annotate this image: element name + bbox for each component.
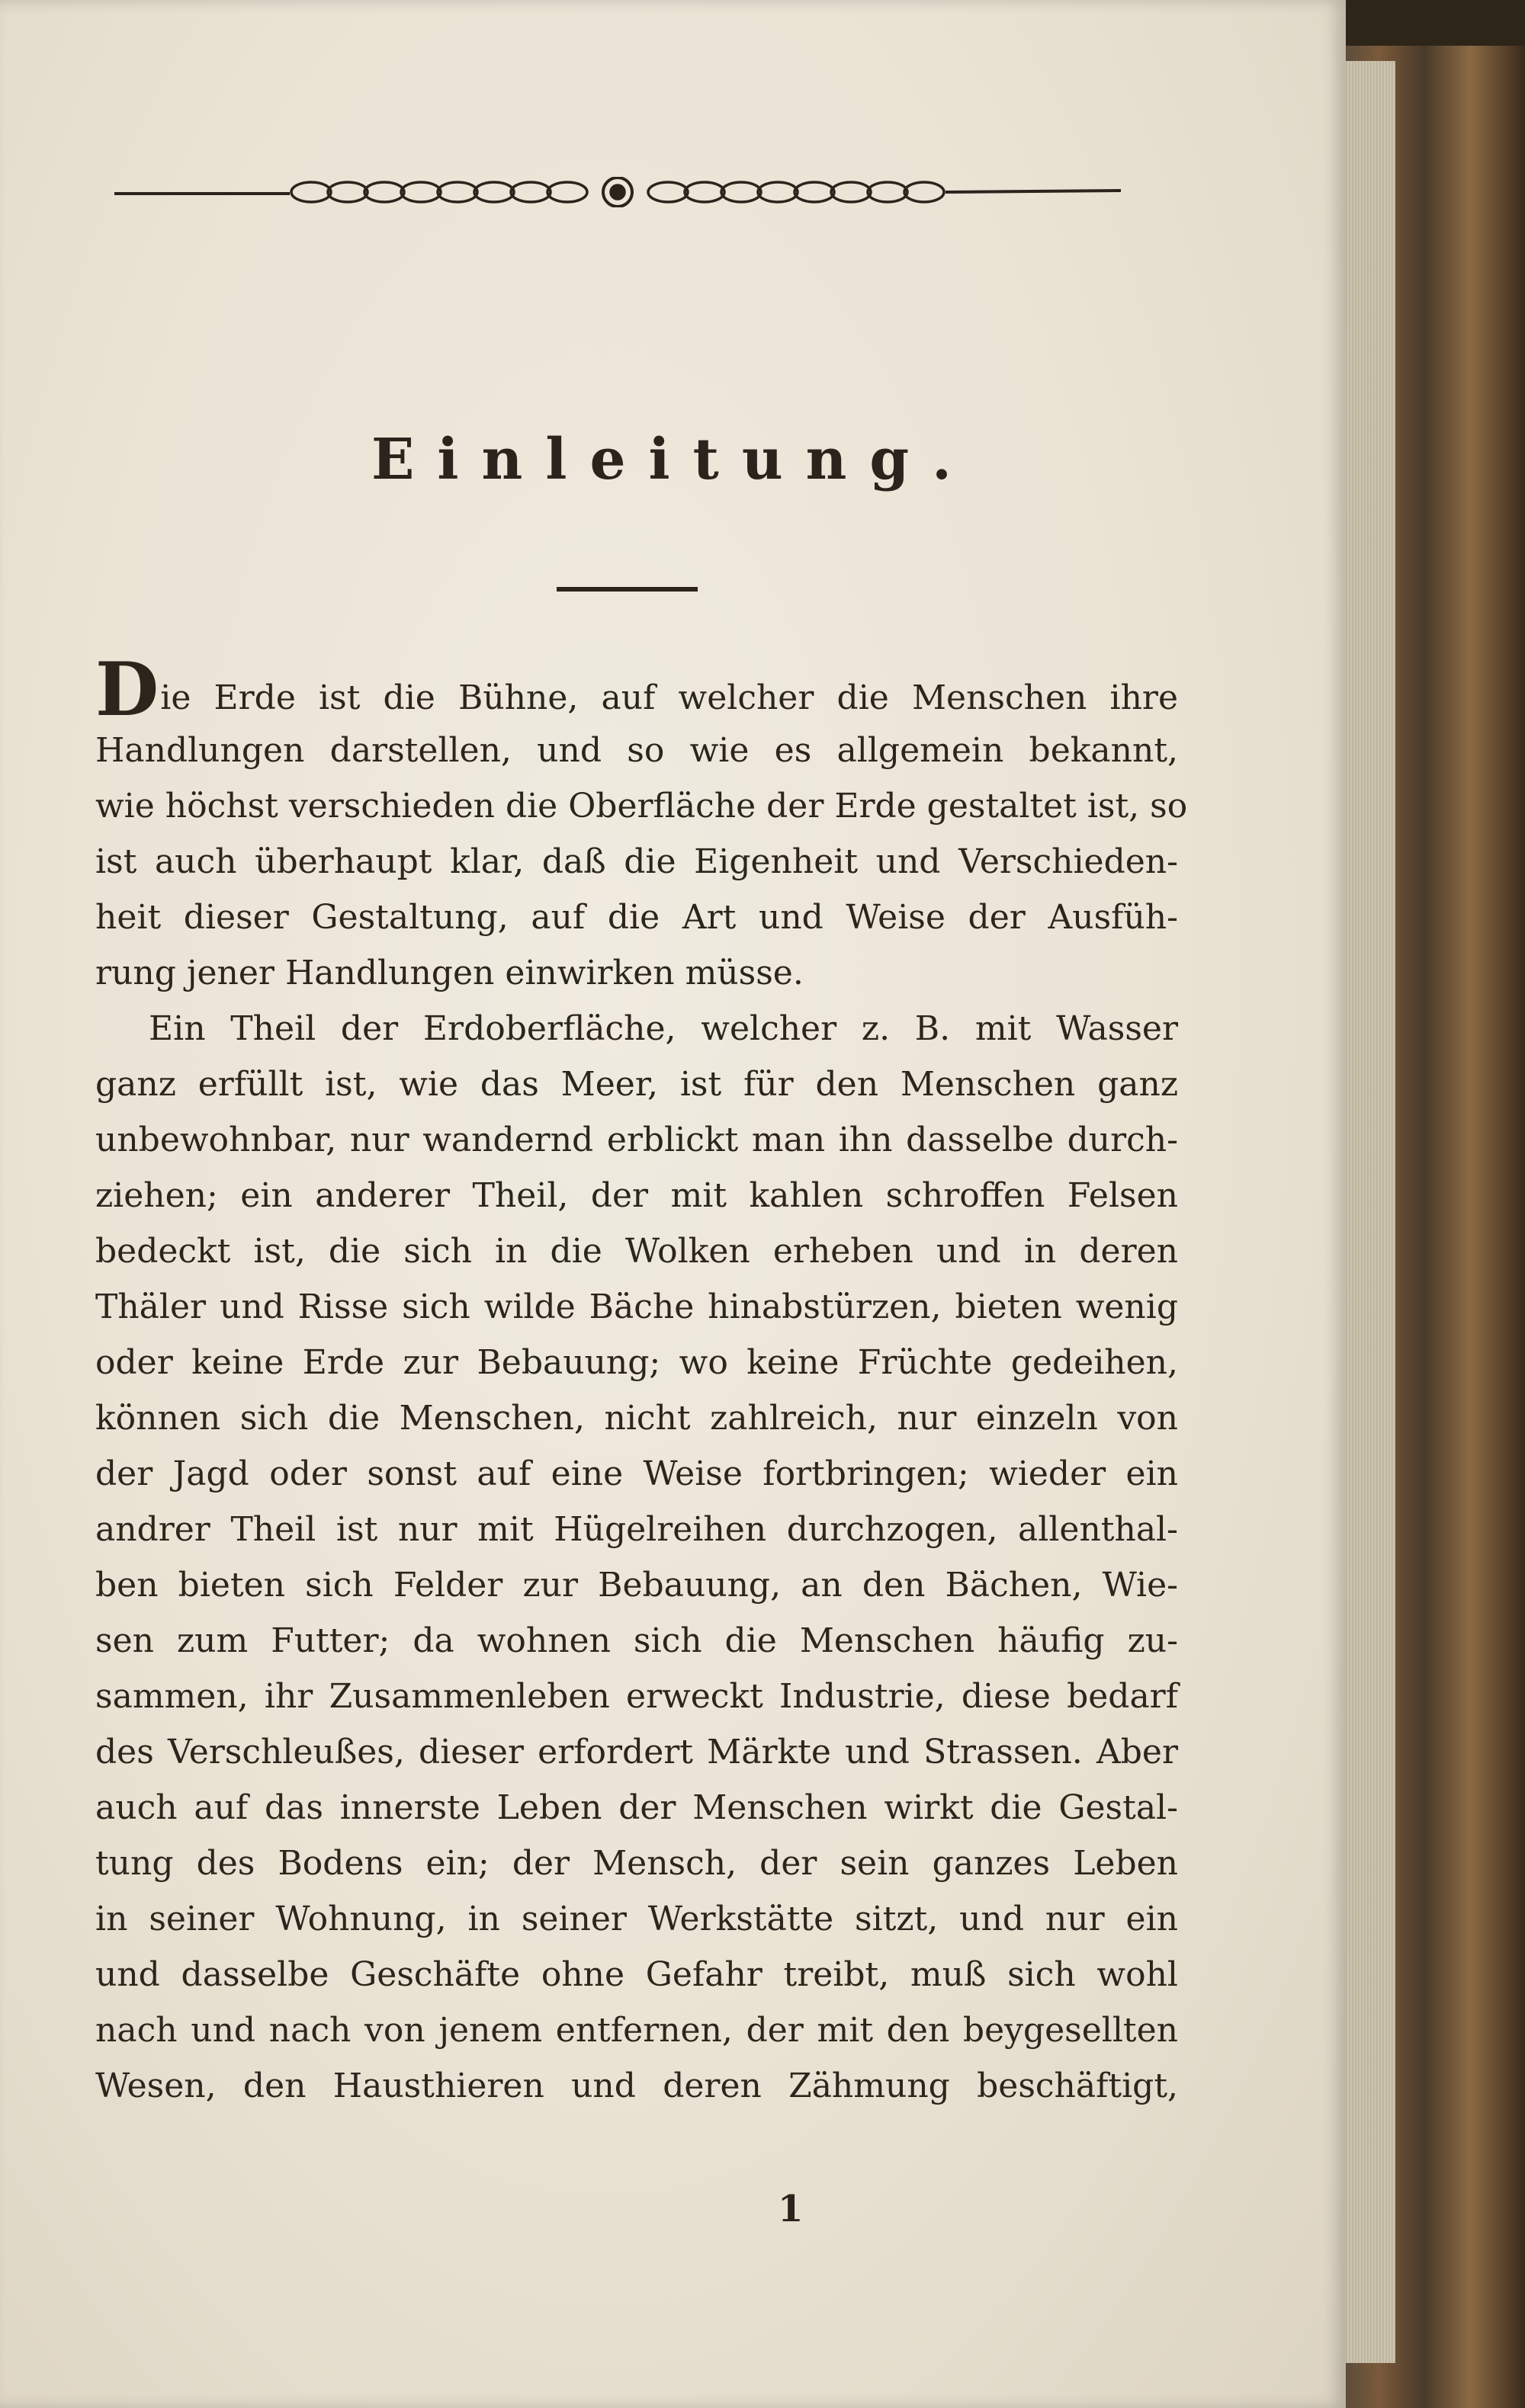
text-line: Die Erde ist die Bühne, auf welcher die Menschen ihre bbox=[95, 646, 1178, 733]
text-line: bedeckt ist, die sich in die Wolken erheben und in deren bbox=[95, 1232, 1178, 1271]
chapter-title: Einleitung. bbox=[371, 427, 974, 492]
text-line: des Verschleußes, dieser erfordert Märkte und Strassen. Aber bbox=[95, 1733, 1178, 1772]
text-line: sammen, ihr Zusammenleben erweckt Industrie, diese bedarf bbox=[95, 1677, 1178, 1716]
text-line: ben bieten sich Felder zur Bebauung, an den Bächen, Wie- bbox=[95, 1566, 1178, 1605]
text-line: Handlungen darstellen, und so wie es allgemein bekannt, bbox=[95, 731, 1178, 770]
text-line: tung des Bodens ein; der Mensch, der sein ganzes Leben bbox=[95, 1844, 1178, 1883]
title-rule bbox=[557, 587, 698, 592]
body-text bbox=[95, 646, 1188, 2114]
text-line: unbewohnbar, nur wandernd erblickt man ihn dasselbe durch- bbox=[95, 1121, 1178, 1159]
text-line: ganz erfüllt ist, wie das Meer, ist für den Menschen ganz bbox=[95, 1065, 1178, 1104]
text-line: ist auch überhaupt klar, daß die Eigenheit und Verschieden- bbox=[95, 842, 1178, 881]
page-number: 1 bbox=[778, 2188, 804, 2230]
text-line: Wesen, den Hausthieren und deren Zähmung beschäftigt, bbox=[95, 2067, 1178, 2105]
text-line: wie höchst verschieden die Oberfläche der Erde gestaltet ist, so bbox=[95, 787, 1188, 826]
text-line: nach und nach von jenem entfernen, der mit den beygesellten bbox=[95, 2011, 1178, 2050]
text-line: Thäler und Risse sich wilde Bäche hinabstürzen, bieten wenig bbox=[95, 1287, 1178, 1326]
text-line: ziehen; ein anderer Theil, der mit kahlen schroffen Felsen bbox=[95, 1176, 1178, 1215]
text-line: heit dieser Gestaltung, auf die Art und Weise der Ausfüh- bbox=[95, 898, 1178, 937]
ornamental-rule bbox=[114, 177, 1121, 207]
text-line: auch auf das innerste Leben der Menschen wirkt die Gestal- bbox=[95, 1788, 1178, 1827]
text-line: und dasselbe Geschäfte ohne Gefahr treibt, muß sich wohl bbox=[95, 1955, 1178, 1994]
text-line: Ein Theil der Erdoberfläche, welcher z. B. mit Wasser bbox=[149, 1009, 1178, 1048]
text-line: können sich die Menschen, nicht zahlreich, nur einzeln von bbox=[95, 1399, 1178, 1438]
text-line: andrer Theil ist nur mit Hügelreihen durchzogen, allenthal- bbox=[95, 1510, 1178, 1549]
text-line: oder keine Erde zur Bebauung; wo keine Früchte gedeihen, bbox=[95, 1343, 1178, 1382]
text-line: rung jener Handlungen einwirken müsse. bbox=[95, 954, 804, 992]
text-line: der Jagd oder sonst auf eine Weise fortbringen; wieder ein bbox=[95, 1454, 1178, 1493]
page-edges bbox=[1342, 61, 1395, 2363]
text-line: sen zum Futter; da wohnen sich die Menschen häufig zu- bbox=[95, 1621, 1178, 1660]
drop-cap: D bbox=[95, 646, 159, 733]
text-line: in seiner Wohnung, in seiner Werkstätte sitzt, und nur ein bbox=[95, 1900, 1178, 1938]
